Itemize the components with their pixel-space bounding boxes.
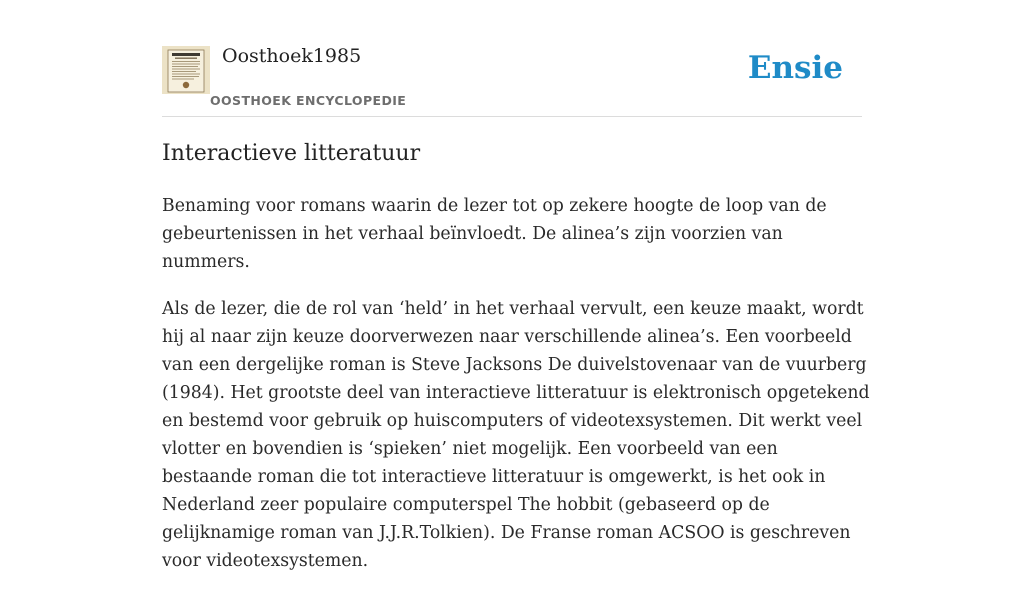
source-label[interactable]: OOSTHOEK ENCYCLOPEDIE: [210, 93, 407, 108]
article-title: Interactieve litteratuur: [162, 141, 421, 166]
paragraph: Als de lezer, die de rol van ‘held’ in het verhaal vervult, een keuze maakt, wordt hij al naar zijn keuze doorverwezen naar verschillende alinea’s. Een voorbeeld van een dergelijke roman is Steve Jacksons De duivelstovenaar van de vuurberg (1984). Het grootste deel van interactieve litteratuur is elektronisch opgetekend en bestemd voor gebruik op huiscomputers of videotexsystemen. Dit werkt veel vlotter en bovendien is ‘spieken’ niet mogelijk. Een voorbeeld van een bestaande roman die tot interactieve litteratuur is omgewerkt, is het ook in Nederland zeer populaire computerspel The hobbit (gebaseerd op de gelijknamige roman van J.J.R.Tolkien). De Franse roman ACSOO is geschreven voor videotexsystemen.: [162, 299, 870, 571]
brand-logo[interactable]: Ensie: [747, 50, 843, 86]
paragraph: Benaming voor romans waarin de lezer tot op zekere hoogte de loop van de gebeurtenissen in het verhaal beïnvloedt. De alinea’s zijn voorzien van nummers.: [162, 196, 827, 272]
author-name[interactable]: Oosthoek1985: [222, 45, 362, 67]
article-body: [162, 192, 872, 594]
avatar[interactable]: [162, 46, 210, 94]
document-thumbnail-icon: [162, 46, 210, 94]
article-container: [162, 0, 870, 571]
article-header: [162, 0, 862, 117]
